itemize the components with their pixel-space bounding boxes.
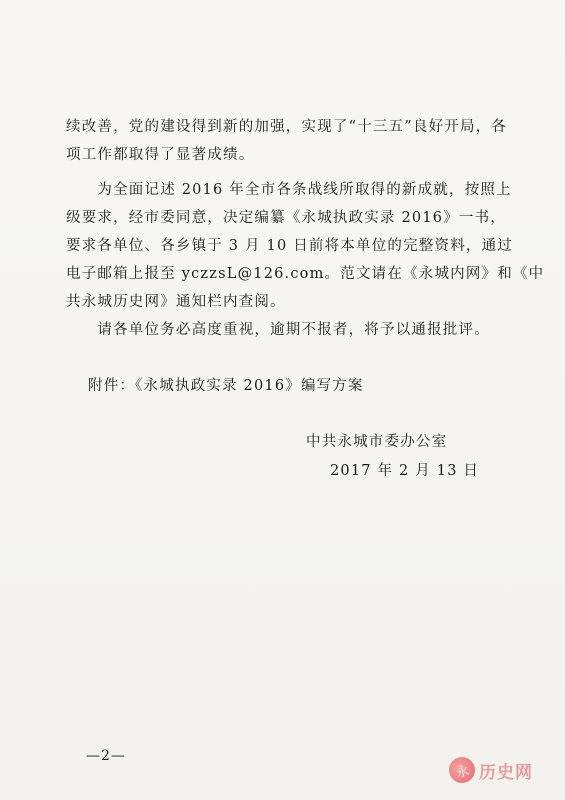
- issue-date: 2017 年 2 月 13 日: [330, 463, 480, 479]
- body-line-3: 为全面记述 2016 年全市各条战线所取得的新成就，按照上: [66, 182, 512, 198]
- attachment-line: 附件：《永城执政实录 2016》编写方案: [88, 378, 364, 394]
- body-line-6: 电子邮箱上报至 yczzsL@126.com。范文请在《永城内网》和《中: [66, 266, 545, 282]
- body-line-2: 项工作都取得了显著成绩。: [66, 147, 255, 163]
- watermark-seal-icon: 永: [446, 754, 478, 786]
- issuer-name: 中共永城市委办公室: [306, 434, 448, 450]
- body-line-1: 续改善，党的建设得到新的加强，实现了“十三五”良好开局，各: [66, 119, 508, 135]
- site-watermark: [449, 750, 559, 790]
- body-line-5: 要求各单位、各乡镇于 3 月 10 日前将本单位的完整资料，通过: [66, 238, 514, 254]
- body-line-8: 请各单位务必高度重视，逾期不报者，将予以通报批评。: [66, 322, 490, 338]
- body-line-4: 级要求，经市委同意，决定编纂《永城执政实录 2016》一书，: [66, 210, 507, 226]
- page-number: —2—: [86, 748, 126, 764]
- body-line-7: 共永城历史网》通知栏内查阅。: [66, 294, 286, 310]
- watermark-text: 历史网: [479, 762, 533, 783]
